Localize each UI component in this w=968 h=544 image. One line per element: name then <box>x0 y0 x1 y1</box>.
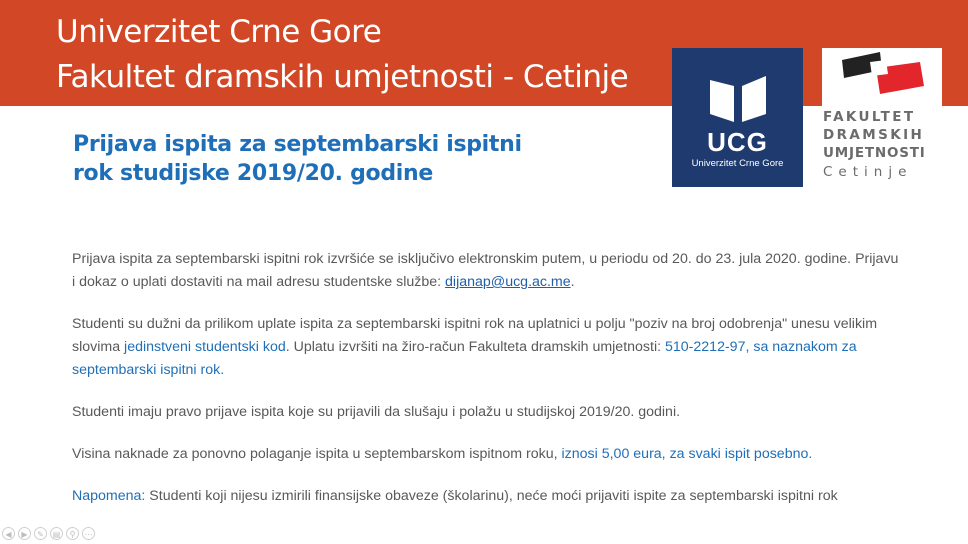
paragraph-fee-end: . <box>808 446 813 462</box>
slide-title-line-2: rok studijske 2019/20. godine <box>73 161 434 186</box>
book-icon <box>708 74 768 124</box>
fdu-line-4: Cetinje <box>823 164 913 180</box>
ucg-abbr: UCG <box>707 127 768 157</box>
fdu-logo <box>822 48 942 187</box>
paragraph-payment <box>72 313 902 382</box>
slide-body <box>72 248 902 527</box>
bank-account-highlight: 510-2212-97, sa naznakom za septembarski ispitni rok <box>72 339 857 378</box>
paragraph-registration-end: . <box>570 274 575 290</box>
note-label: Napomena: <box>72 488 146 504</box>
pen-icon[interactable]: ✎ <box>34 527 47 540</box>
slide-title <box>73 130 593 188</box>
university-name: Univerzitet Crne Gore <box>56 14 382 50</box>
fdu-line-1: FAKULTET <box>823 109 916 125</box>
fee-amount-highlight: iznosi 5,00 eura, za svaki ispit posebno <box>561 446 809 462</box>
paragraph-rights: Studenti imaju pravo prijave ispita koje su prijavili da slušaju i polažu u studijskoj 2019/20. godini. <box>72 404 681 420</box>
paragraph-payment-text-a: Studenti su dužni da prilikom uplate ispita za septembarski ispitni rok na uplatnici u polju "poziv na broj odobrenja" unesu velikim slovima <box>72 316 878 355</box>
previous-slide-icon[interactable]: ◀ <box>2 527 15 540</box>
zoom-icon[interactable]: ⚲ <box>66 527 79 540</box>
paragraph-registration <box>72 248 902 294</box>
slide-nav-toolbar <box>2 527 95 541</box>
paragraph-note <box>72 485 902 508</box>
ucg-logo <box>672 48 803 187</box>
paragraph-payment-text-c: . Uplatu izvršiti na žiro-račun Fakulteta dramskih umjetnosti: <box>285 339 665 355</box>
ucg-full-name: Univerzitet Crne Gore <box>691 158 784 169</box>
faculty-name: Fakultet dramskih umjetnosti - Cetinje <box>56 59 629 95</box>
slides-icon[interactable]: ▤ <box>50 527 63 540</box>
note-text: Studenti koji nijesu izmirili finansijske obaveze (školarinu), neće moći prijaviti ispite za septembarski ispitni rok <box>145 488 838 504</box>
fdu-line-3: UMJETNOSTI <box>823 145 926 161</box>
more-icon[interactable]: ⋯ <box>82 527 95 540</box>
paragraph-payment-end: . <box>220 362 225 378</box>
student-code-highlight: jedinstveni studentski kod <box>124 339 286 355</box>
paragraph-fee-text: Visina naknade za ponovno polaganje ispita u septembarskom ispitnom roku, <box>72 446 562 462</box>
paragraph-fee <box>72 443 902 466</box>
slide-title-line-1: Prijava ispita za septembarski ispitni <box>73 132 522 157</box>
fdu-mark-icon <box>836 48 926 104</box>
next-slide-icon[interactable]: ▶ <box>18 527 31 540</box>
paragraph-registration-text: Prijava ispita za septembarski ispitni rok izvršiće se isključivo elektronskim putem, u periodu od 20. do 23. jula 2020. godine. Prijavu i dokaz o uplati dostaviti na mail adresu studentske službe: <box>72 251 899 290</box>
email-link[interactable]: dijanap@ucg.ac.me <box>445 274 571 290</box>
fdu-line-2: DRAMSKIH <box>823 127 925 143</box>
